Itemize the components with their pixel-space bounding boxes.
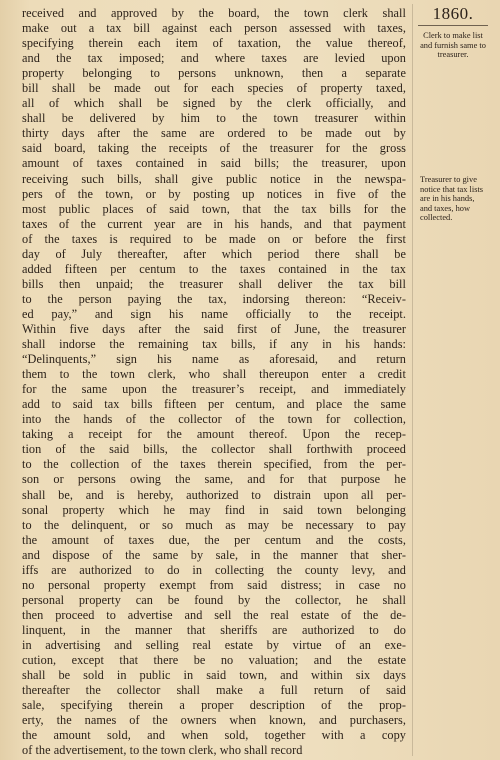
body-line: shall indorse the remaining tax bills, if any in his hands: bbox=[22, 337, 406, 352]
margin-divider bbox=[418, 25, 488, 26]
body-line: sonal property which he may find in said town belonging bbox=[22, 502, 406, 517]
body-line: all of which shall be signed by the clerk officially, and bbox=[22, 96, 406, 111]
body-line: day of July thereafter, after which period there shall be bbox=[22, 246, 406, 261]
body-line: then proceed to advertise and sell the real estate of the de- bbox=[22, 607, 406, 622]
body-line: most public places of said town, that the tax bills for the bbox=[22, 201, 406, 216]
body-line: pers of the town, or by posting up notices in five of the bbox=[22, 186, 406, 201]
body-line: add to said tax bills fifteen per centum, and place the same bbox=[22, 397, 406, 412]
body-line: erty, the names of the owners when known, and purchasers, bbox=[22, 713, 406, 728]
body-line: personal property can be found by the collector, he shall bbox=[22, 592, 406, 607]
body-line: the amount sold, and when sold, together with a copy bbox=[22, 728, 406, 743]
body-line: and dispose of the same by sale, in the manner that sher- bbox=[22, 547, 406, 562]
body-line: ed pay,” and sign his name officially to the receipt. bbox=[22, 306, 406, 321]
body-line: them to the town clerk, who shall thereupon enter a credit bbox=[22, 367, 406, 382]
body-line: iffs are authorized to do in collecting the county levy, and bbox=[22, 562, 406, 577]
body-line: for the same upon the treasurer’s receipt, and immediately bbox=[22, 382, 406, 397]
body-line: of the advertisement, to the town clerk, who shall record bbox=[22, 743, 303, 758]
body-line: specifying therein each item of taxation, the value thereof, bbox=[22, 36, 406, 51]
body-line: the amount of taxes due, the per centum and the costs, bbox=[22, 532, 406, 547]
body-line: cution, except that there be no valuation; and the estate bbox=[22, 653, 406, 668]
body-line: Within five days after the said first of June, the treasurer bbox=[22, 321, 406, 336]
body-line: receiving such bills, shall give public notice in the newspa- bbox=[22, 171, 406, 186]
margin-note-treasurer: Treasurer to give notice that tax lists are in his hands, and taxes, how collected. bbox=[420, 175, 484, 223]
body-line: into the hands of the collector of the town for collection, bbox=[22, 412, 406, 427]
body-line: sale, specifying therein a proper description of the prop- bbox=[22, 698, 406, 713]
body-line: property belonging to persons unknown, then a separate bbox=[22, 66, 406, 81]
body-line: bills then unpaid; the treasurer shall deliver the tax bill bbox=[22, 276, 406, 291]
body-line: bill shall be made out for each species of property taxed, bbox=[22, 81, 406, 96]
body-line: in advertising and selling real estate by virtue of an exe- bbox=[22, 637, 406, 652]
body-line: of the taxes is required to be made on or before the first bbox=[22, 231, 406, 246]
body-line: tion of the said bills, the collector shall forthwith proceed bbox=[22, 442, 406, 457]
body-line: amount of taxes contained in said bills; the treasurer, upon bbox=[22, 156, 406, 171]
body-line: thirty days after the same are ordered to be made out by bbox=[22, 126, 406, 141]
body-line: shall be sold in public in said town, and within six days bbox=[22, 668, 406, 683]
body-line: added fifteen per centum to the taxes contained in the tax bbox=[22, 261, 406, 276]
margin-rule bbox=[412, 4, 413, 756]
body-text bbox=[22, 6, 406, 758]
body-line: shall be delivered by him to the town treasurer within bbox=[22, 111, 406, 126]
body-line: to the person paying the tax, indorsing thereon: “Receiv- bbox=[22, 291, 406, 306]
body-line: to the collection of the taxes therein specified, from the per- bbox=[22, 457, 406, 472]
body-line: taxes of the current year are in his hands, and that payment bbox=[22, 216, 406, 231]
body-line: “Delinquents,” sign his name as aforesaid, and return bbox=[22, 352, 406, 367]
margin-note-clerk: Clerk to make list and furnish same to treasurer. bbox=[420, 31, 486, 60]
body-line: son or persons owing the same, and for that purpose he bbox=[22, 472, 406, 487]
body-line: thereafter the collector shall make a full return of said bbox=[22, 683, 406, 698]
body-line: to the delinquent, or so much as may be necessary to pay bbox=[22, 517, 406, 532]
body-line: no personal property exempt from said distress; in case no bbox=[22, 577, 406, 592]
body-line: shall be, and is hereby, authorized to distrain upon all per- bbox=[22, 487, 406, 502]
page-year: 1860. bbox=[432, 4, 474, 23]
body-line: taking a receipt for the amount thereof. Upon the recep- bbox=[22, 427, 406, 442]
body-line: linquent, in the manner that sheriffs are authorized to do bbox=[22, 622, 406, 637]
body-line: said board, taking the receipts of the treasurer for the gross bbox=[22, 141, 406, 156]
body-line: received and approved by the board, the town clerk shall bbox=[22, 6, 406, 20]
body-line: make out a tax bill against each person assessed with taxes, bbox=[22, 21, 406, 36]
body-line: and the tax imposed; and where taxes are levied upon bbox=[22, 51, 406, 66]
